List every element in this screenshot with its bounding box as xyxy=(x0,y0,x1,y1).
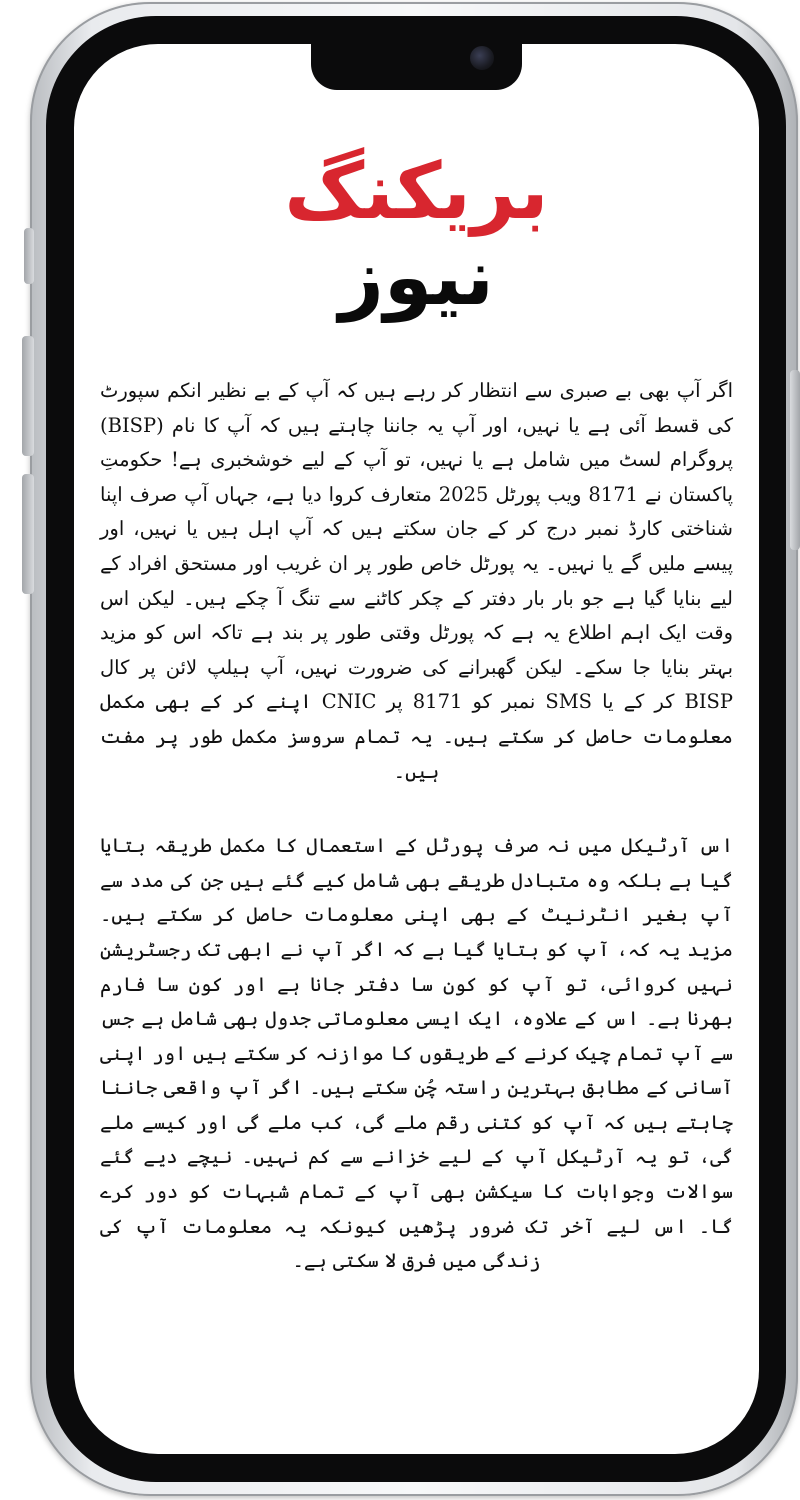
phone-screen xyxy=(74,44,759,1454)
article-paragraph-2: اس آرٹیکل میں نہ صرف پورٹل کے استعمال کا مکمل طریقہ بتایا گیا ہے بلکہ وہ متبادل طریقے بھی شامل کیے گئے ہیں جن کی مدد سے آپ بغیر انٹرنیٹ کے بھی اپنی معلومات حاصل کر سکتے ہیں۔ مزید یہ کہ، آپ کو بتایا گیا ہے کہ اگر آپ نے ابھی تک رجسٹریشن نہیں کروائی، تو آپ کو کون سا دفتر جانا ہے اور کون سا فارم بھرنا ہے۔ اس کے علاوہ، ایک ایسی معلوماتی جدول بھی شامل ہے جس سے آپ تمام چیک کرنے کے طریقوں کا موازنہ کر سکتے ہیں اور اپنی آسانی کے مطابق بہترین راستہ چُن سکتے ہیں۔ اگر آپ واقعی جاننا چاہتے ہیں کہ آپ کو کتنی رقم ملے گی، کب ملے گی اور کیسے ملے گی، تو یہ آرٹیکل آپ کے لیے خزانے سے کم نہیں۔ نیچے دیے گئے سوالات وجوابات کا سیکشن بھی آپ کے تمام شبہات کو دور کرے گا۔ اس لیے آخر تک ضرور پڑھیں کیونکہ یہ معلومات آپ کی زندگی میں فرق لا سکتی ہے۔ xyxy=(100,834,733,1273)
headline-breaking: بریکنگ xyxy=(284,147,549,237)
power-button xyxy=(790,370,800,550)
volume-down-button xyxy=(22,474,34,594)
headline-news: نیوز xyxy=(339,233,494,323)
headline xyxy=(74,149,759,321)
mute-switch xyxy=(24,228,34,284)
front-camera-icon xyxy=(470,46,494,70)
article-paragraph-1: اگر آپ بھی بے صبری سے انتظار کر رہے ہیں کہ آپ کے بے نظیر انکم سپورٹ کی قسط آئی ہے یا نہیں، اور آپ یہ جاننا چاہتے ہیں کہ آپ کا نام (BISP) پروگرام لسٹ میں شامل ہے یا نہیں، تو آپ کے لیے خوشخبری ہے! حکومتِ پاکستان نے 8171 ویب پورٹل 2025 متعارف کروا دیا ہے، جہاں آپ صرف اپنا شناختی کارڈ نمبر درج کر کے جان سکتے ہیں کہ آپ اہل ہیں یا نہیں، اور پیسے ملیں گے یا نہیں۔ یہ پورٹل خاص طور پر ان غریب اور مستحق افراد کے لیے بنایا گیا ہے جو بار بار دفتر کے چکر کاٹنے سے تنگ آ چکے ہیں۔ لیکن اس وقت ایک اہم اطلاع یہ ہے کہ پورٹل وقتی طور پر بند ہے تاکہ اس کو مزید بہتر بنایا جا سکے۔ لیکن گھبرانے کی ضرورت نہیں، آپ ہیلپ لائن پر کال BISP کر کے یا SMS نمبر کو 8171 پر CNIC اپنے کر کے بھی مکمل معلومات حاصل کر سکتے ہیں۔ یہ تمام سروسز مکمل طور پر مفت ہیں۔ xyxy=(100,379,734,783)
article-body xyxy=(100,374,733,1279)
volume-up-button xyxy=(22,336,34,456)
